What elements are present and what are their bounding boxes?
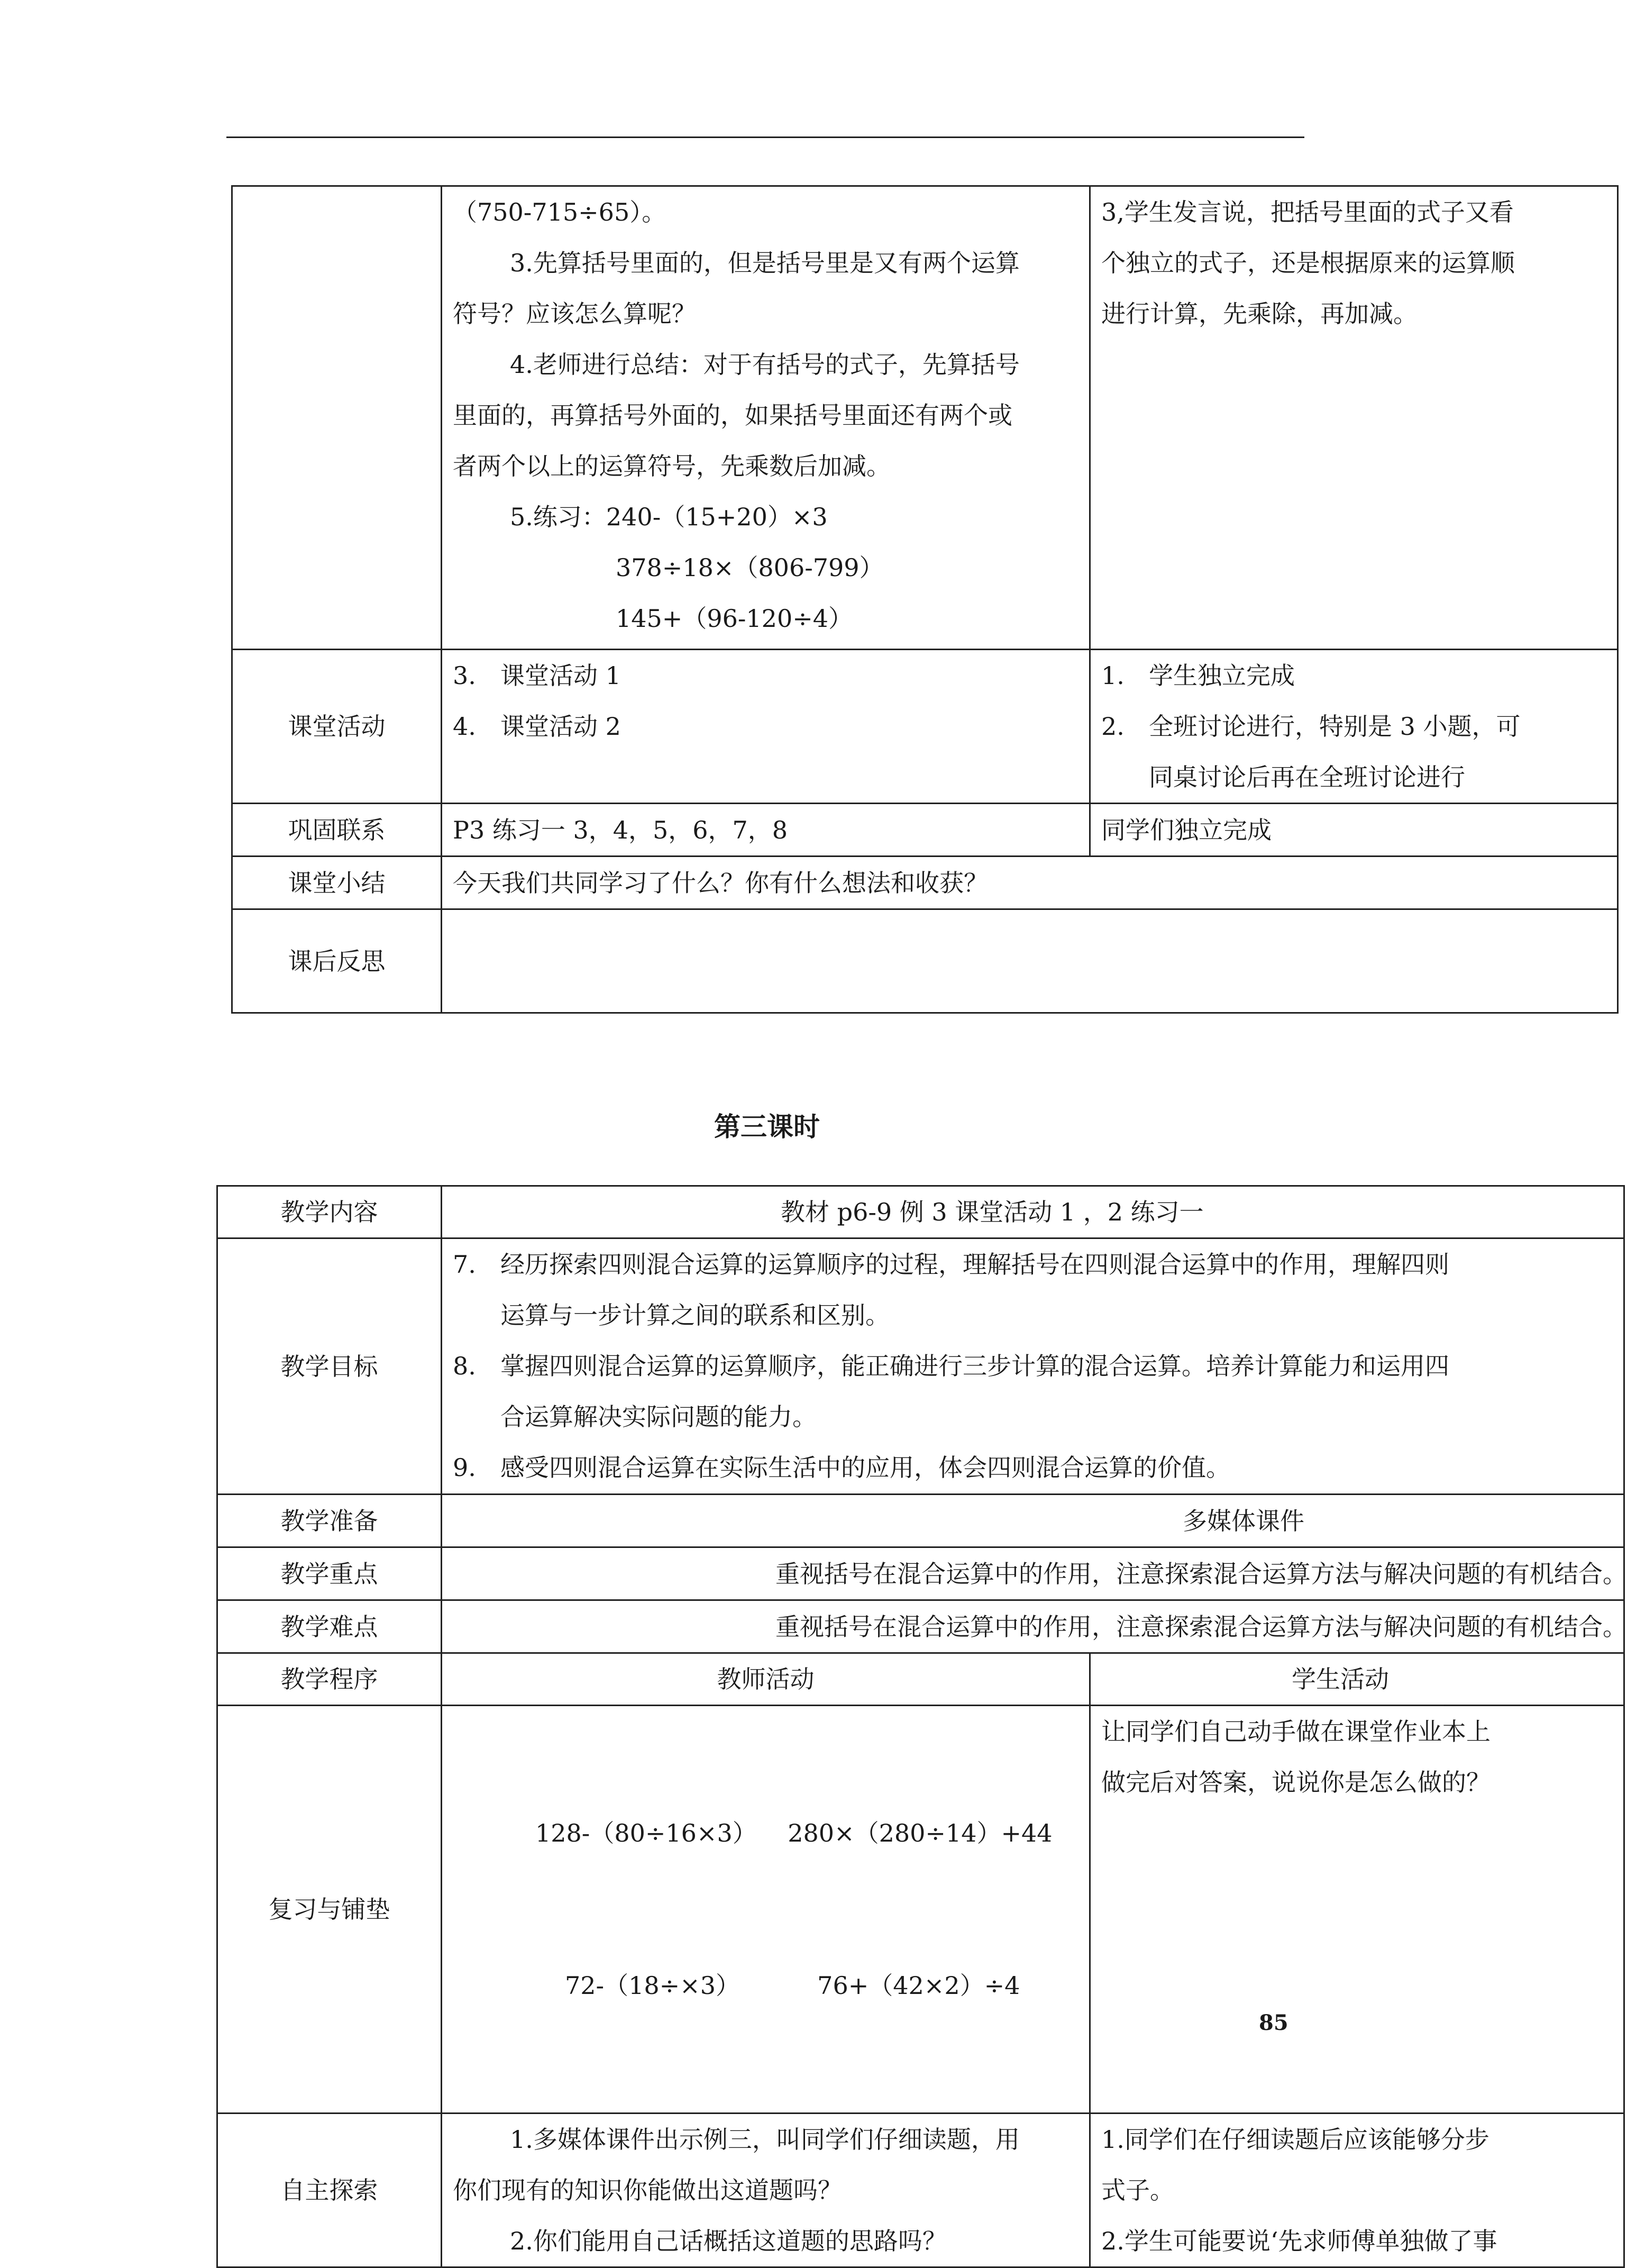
row-label: 教学程序 [217, 1653, 442, 1706]
practice-line: 5.练习：240-（15+20）×3 [510, 503, 828, 531]
empty-label-cell [232, 186, 442, 650]
list-item [453, 701, 1078, 752]
teacher-activity-cell [442, 650, 1090, 804]
row-label: 课堂活动 [232, 650, 442, 804]
item-number: 9. [453, 1453, 476, 1482]
section-title: 第三课时 [714, 1112, 820, 1142]
item-text: 课堂活动 1 [500, 661, 621, 690]
item-number: 7. [453, 1250, 476, 1279]
text-line: 者两个以上的运算符号，先乘数后加减。 [453, 452, 891, 480]
item-text: 运算与一步计算之间的联系和区别。 [500, 1301, 890, 1329]
table-row [232, 650, 1618, 804]
difficulty-text: 重视括号在混合运算中的作用，注意探索混合运算方法与解决问题的有机结合。 [775, 1612, 1627, 1641]
table-row [217, 1186, 1624, 1238]
teacher-activity-cell: P3 练习一 3，4，5，6，7，8 [442, 804, 1090, 857]
student-activity-cell [1090, 650, 1618, 804]
text-line: 符号？应该怎么算呢？ [453, 299, 696, 328]
item-text: 全班讨论进行，特别是 3 小题，可 [1149, 712, 1521, 741]
row-label: 教学准备 [217, 1495, 442, 1547]
item-text: 经历探索四则混合运算的运算顺序的过程，理解括号在四则混合运算中的作用，理解四则 [500, 1250, 1449, 1279]
text-line: 让同学们自己动手做在课堂作业本上 [1101, 1717, 1491, 1746]
row-label: 教学内容 [217, 1186, 442, 1238]
text-line: 3,学生发言说，把括号里面的式子又看 [1101, 198, 1514, 226]
table-row [217, 1706, 1624, 2114]
student-activity-cell [1090, 2114, 1624, 2267]
row-label: 教学难点 [217, 1600, 442, 1653]
row-label: 教学重点 [217, 1547, 442, 1600]
item-text: 合运算解决实际问题的能力。 [500, 1402, 817, 1431]
list-item [1101, 701, 1606, 752]
content-text: 教材 p6-9 例 3 课堂活动 1 ，2 练习一 [781, 1198, 1204, 1226]
row-label: 课后反思 [232, 909, 442, 1013]
table-row [217, 1547, 1624, 1600]
table-row [232, 804, 1618, 857]
text-line: 进行计算，先乘除，再加减。 [1101, 299, 1418, 328]
student-activity-cell: 同学们独立完成 [1090, 804, 1618, 857]
student-activity-header [1090, 1653, 1624, 1706]
item-text: 同桌讨论后再在全班讨论进行 [1149, 763, 1465, 791]
item-text: 学生独立完成 [1149, 661, 1295, 690]
preparation-cell [442, 1495, 1624, 1547]
text-line: 你们现有的知识你能做出这道题吗？ [453, 2176, 842, 2205]
table-row [217, 2114, 1624, 2267]
item-number: 3. [453, 661, 476, 690]
text-line: 4.老师进行总结：对于有括号的式子，先算括号 [510, 350, 1020, 379]
preparation-text: 多媒体课件 [1183, 1506, 1304, 1535]
page-number: 85 [1259, 2010, 1288, 2035]
list-item [1101, 752, 1606, 803]
student-activity-cell [1090, 1706, 1624, 2114]
text-line: 2.学生可能要说‘先求师傅单独做了事 [1101, 2227, 1497, 2255]
text-line: 个独立的式子，还是根据原来的运算顺 [1101, 249, 1515, 277]
table-row [217, 1495, 1624, 1547]
list-item [1101, 650, 1606, 701]
content-cell [442, 1186, 1624, 1238]
item-number: 4. [453, 712, 476, 741]
lesson-table-third-period [216, 1185, 1625, 2268]
item-text: 感受四则混合运算在实际生活中的应用，体会四则混合运算的价值。 [500, 1453, 1230, 1482]
row-label: 课堂小结 [232, 857, 442, 909]
text-line: 72-（18÷×3） 76+（42×2）÷4 [565, 1971, 1020, 2000]
item-number: 8. [453, 1352, 476, 1380]
text-line: 做完后对答案，说说你是怎么做的？ [1101, 1768, 1491, 1797]
lesson-table-continued [231, 185, 1619, 1014]
teacher-activity-cell [442, 1706, 1090, 2114]
practice-line: 378÷18×（806-799） [616, 553, 884, 582]
text-line: （750-715÷65）。 [453, 198, 666, 226]
item-text: 掌握四则混合运算的运算顺序，能正确进行三步计算的混合运算。培养计算能力和运用四 [500, 1352, 1449, 1380]
row-label: 教学目标 [217, 1238, 442, 1495]
teacher-activity-cell [442, 2114, 1090, 2267]
table-row [232, 857, 1618, 909]
table-row [232, 186, 1618, 650]
key-point-cell [442, 1547, 1627, 1600]
list-item [453, 650, 1078, 701]
text-line: 1.多媒体课件出示例三，叫同学们仔细读题，用 [510, 2125, 1020, 2154]
summary-cell: 今天我们共同学习了什么？你有什么想法和收获？ [442, 857, 1618, 909]
text-line: 2.你们能用自己话概括这道题的思路吗？ [510, 2227, 947, 2255]
item-number: 2. [1101, 712, 1125, 741]
difficulty-cell [442, 1600, 1627, 1653]
student-header-text: 学生活动 [1292, 1665, 1389, 1693]
key-point-text: 重视括号在混合运算中的作用，注意探索混合运算方法与解决问题的有机结合。 [775, 1559, 1627, 1588]
teacher-activity-cell [442, 186, 1090, 650]
list-item [453, 1239, 1613, 1290]
text-line: 1.同学们在仔细读题后应该能够分步 [1101, 2125, 1489, 2154]
text-line: 3.先算括号里面的，但是括号里是又有两个运算 [510, 249, 1020, 277]
item-number: 1. [1101, 661, 1125, 690]
text-line: 式子。 [1101, 2176, 1174, 2205]
row-label: 巩固联系 [232, 804, 442, 857]
practice-line: 145+（96-120÷4） [616, 604, 853, 633]
table-row [217, 1600, 1624, 1653]
list-item [453, 1341, 1613, 1391]
goals-cell [442, 1238, 1624, 1495]
row-label: 复习与铺垫 [217, 1706, 442, 2114]
text-line: 128-（80÷16×3） 280×（280÷14）+44 [535, 1819, 1053, 1847]
table-row [217, 1653, 1624, 1706]
student-activity-cell [1090, 186, 1618, 650]
header-rule [226, 136, 1304, 138]
teacher-activity-header: 教师活动 [442, 1653, 1090, 1706]
text-line: 里面的，再算括号外面的，如果括号里面还有两个或 [453, 401, 1012, 430]
item-text: 课堂活动 2 [500, 712, 621, 741]
table-row [232, 909, 1618, 1013]
list-item [453, 1442, 1613, 1493]
reflection-cell [442, 909, 1618, 1013]
row-label: 自主探索 [217, 2114, 442, 2267]
table-row [217, 1238, 1624, 1495]
